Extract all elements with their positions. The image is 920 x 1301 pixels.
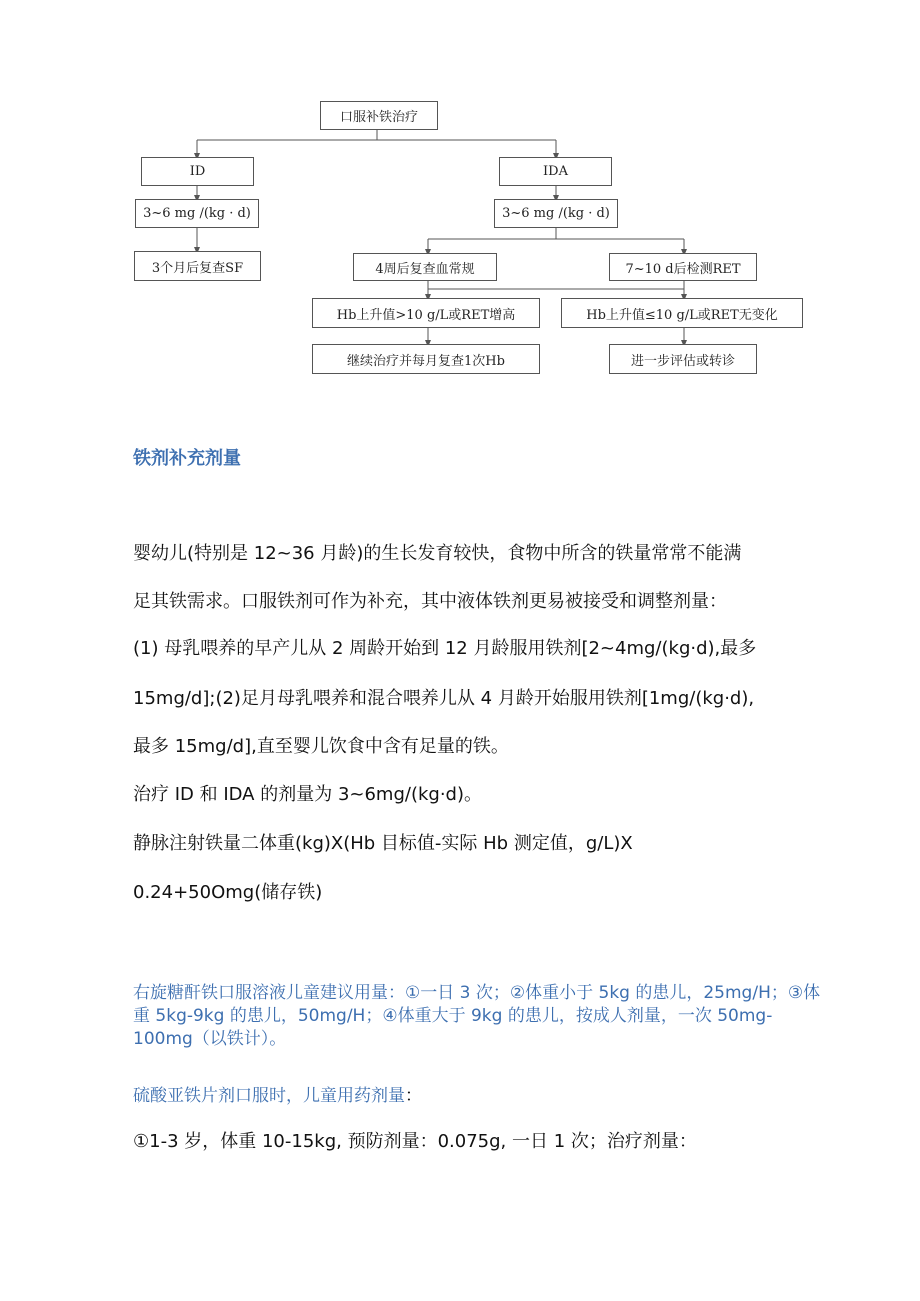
ferrous-sulfate-item-1: ①1-3 岁，体重 10-15kg, 预防剂量：0.075g, 一日 1 次；治疗剂量： [133, 1131, 697, 1152]
flow-ida-box: IDA [499, 157, 612, 186]
flow-id-box: ID [141, 157, 254, 186]
ferrous-sulfate-title-colon: ： [405, 1086, 422, 1106]
flow-id-followup-box: 3个月后复查SF [134, 251, 261, 281]
dextriferron-dosage-paragraph: 右旋糖酐铁口服溶液儿童建议用量：①一日 3 次；②体重小于 5kg 的患儿，25mg∕H；③体重 5kg-9kg 的患儿，50mg∕H；④体重大于 9kg 的患儿，按成人剂量，一次 50mg-100mg（以铁计）。 [133, 983, 821, 1049]
paragraph-line-8: 0.24+50Omg(储存铁) [133, 882, 323, 903]
iron-treatment-flowchart [0, 0, 920, 400]
paragraph-line-4: 15mg∕d];(2)足月母乳喂养和混合喂养儿从 4 月龄开始服用铁剂[1mg∕(kg·d), [133, 688, 755, 709]
flow-root-box: 口服补铁治疗 [320, 101, 438, 130]
paragraph-line-3: (1) 母乳喂养的早产儿从 2 周龄开始到 12 月龄服用铁剂[2~4mg∕(kg·d),最多 [133, 638, 757, 659]
flow-condition-good-box: Hb上升值>10 g/L或RET增高 [312, 298, 540, 328]
paragraph-line-5: 最多 15mg∕d],直至婴儿饮食中含有足量的铁。 [133, 736, 509, 757]
flow-ida-followup-right-box: 7~10 d后检测RET [609, 253, 757, 281]
section-title: 铁剂补充剂量 [133, 448, 241, 469]
flow-ida-followup-left-box: 4周后复查血常规 [353, 253, 497, 281]
paragraph-line-1: 婴幼儿(特别是 12~36 月龄)的生长发育较快，食物中所含的铁量常常不能满 [133, 543, 742, 564]
flow-action-bad-box: 进一步评估或转诊 [609, 344, 757, 374]
flow-condition-bad-box: Hb上升值≤10 g/L或RET无变化 [561, 298, 803, 328]
ferrous-sulfate-title [133, 1081, 422, 1106]
flow-action-good-box: 继续治疗并每月复查1次Hb [312, 344, 540, 374]
paragraph-line-2: 足其铁需求。口服铁剂可作为补充，其中液体铁剂更易被接受和调整剂量： [133, 591, 727, 612]
flow-id-dose-box: 3~6 mg /(kg · d) [135, 199, 259, 228]
flow-ida-dose-box: 3~6 mg /(kg · d) [494, 199, 618, 228]
ferrous-sulfate-title-text: 硫酸亚铁片剂口服时，儿童用药剂量 [133, 1086, 405, 1106]
paragraph-line-7: 静脉注射铁量二体重(kg)X(Hb 目标值-实际 Hb 测定值，g/L)X [133, 833, 633, 854]
paragraph-line-6: 治疗 ID 和 IDA 的剂量为 3~6mg∕(kg·d)。 [133, 784, 482, 805]
